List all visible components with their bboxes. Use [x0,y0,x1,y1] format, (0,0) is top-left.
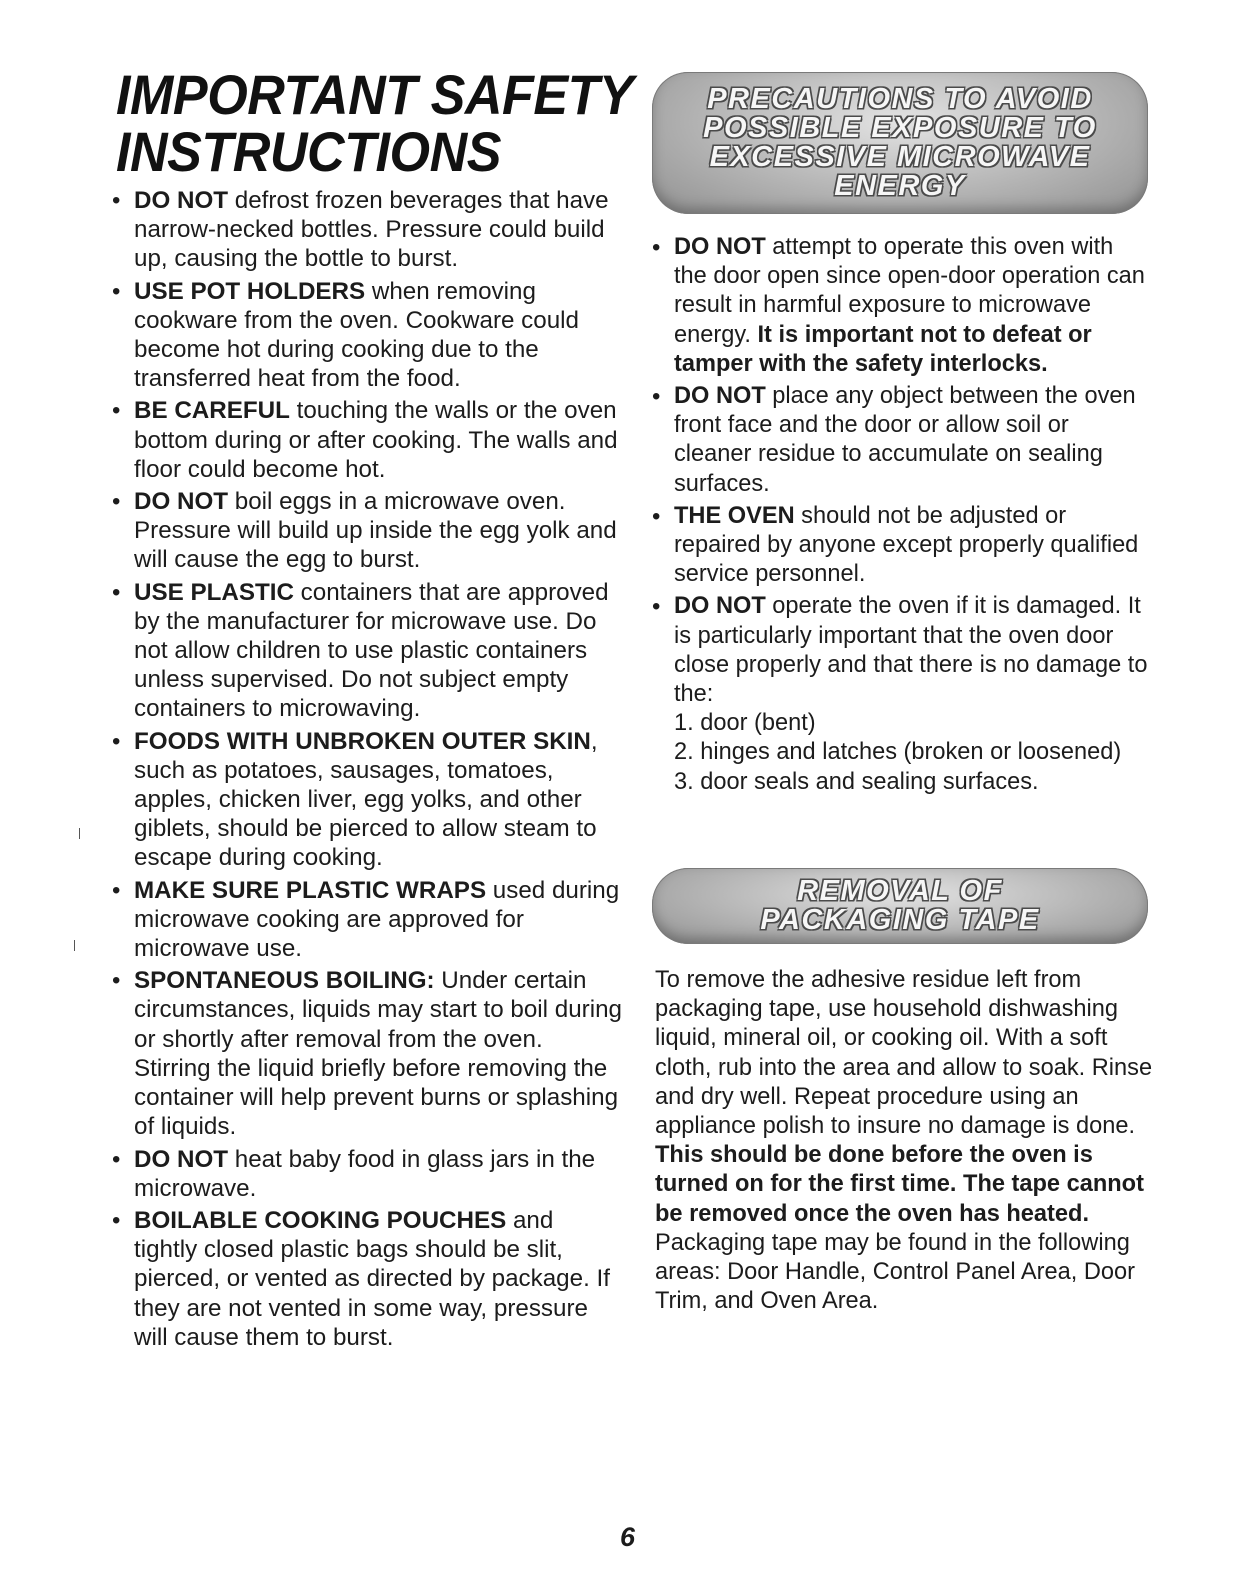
list-item [112,966,622,1141]
tape-removal-paragraph [655,966,1155,1316]
item-lead: SPONTANEOUS BOILING: [134,967,435,995]
list-item [112,727,622,873]
list-item [112,487,622,575]
bullet-icon: • [112,876,121,904]
banner-line: ENERGY [834,170,966,202]
list-item [652,233,1152,379]
list-item [112,578,622,724]
item-text: defrost frozen beverages that have narrow-necked bottles. Pressure could build up, causing the bottle to burst. [134,187,609,273]
bullet-icon: • [112,488,121,516]
item-text: operate the oven if it is damaged. It is particularly important that the oven door close properly and that there is no damage to the: [674,593,1148,708]
item-lead: MAKE SURE PLASTIC WRAPS [134,876,487,904]
bullet-icon: • [112,397,121,425]
packaging-tape-banner [652,868,1148,944]
item-lead: BE CAREFUL [134,397,290,425]
bullet-icon: • [652,502,661,530]
list-item [112,277,622,394]
bullet-icon: • [112,727,121,755]
bullet-icon: • [112,1206,121,1234]
bullet-icon: • [112,277,121,305]
item-lead: BOILABLE COOKING POUCHES [134,1206,507,1234]
bullet-icon: • [652,383,661,411]
item-lead: DO NOT [674,234,766,260]
left-safety-list [112,186,622,1355]
item-warning: It is important not to defeat or tamper with the safety interlocks. [674,321,1092,377]
item-text: should not be adjusted or repaired by anyone except properly qualified service personnel. [674,502,1139,588]
banner-line: PACKAGING TAPE [760,904,1040,936]
list-item [112,876,622,964]
item-lead: DO NOT [134,488,229,516]
item-text: touching the walls or the oven bottom during or after cooking. The walls and floor could become hot. [134,397,618,483]
item-lead: USE PLASTIC [134,578,294,606]
list-item [652,592,1152,796]
bullet-icon: • [112,187,121,214]
item-text: containers that are approved by the manufacturer for microwave use. Do not allow children to use plastic containers unless supervised. Do not subject empty containers to microwaving. [134,578,609,723]
checklist-item: 2. hinges and latches (broken or loosened) [674,739,1122,766]
banner-heading [652,72,1148,201]
banner-line: REMOVAL OF [797,875,1003,907]
list-item [652,502,1152,590]
checklist-item: 3. door seals and sealing surfaces. [674,768,1039,795]
margin-mark [74,940,75,951]
list-item [652,382,1152,499]
damage-checklist [674,709,1152,797]
item-text: used during microwave cooking are approved for microwave use. [134,876,620,963]
page-title-line-2: INSTRUCTIONS [116,120,502,183]
item-text: place any object between the oven front face and the door or allow soil or cleaner residue to accumulate on sealing surfaces. [674,383,1136,497]
item-lead: DO NOT [674,593,766,620]
item-lead: THE OVEN [674,502,795,529]
list-item [112,186,622,274]
bullet-icon: • [652,593,661,621]
paragraph-warning: This should be done before the oven is turned on for the first time. The tape cannot be removed once the oven has heated. [655,1142,1144,1227]
item-text: boil eggs in a microwave oven. Pressure will build up inside the egg yolk and will cause the egg to burst. [134,488,617,574]
item-lead: FOODS WITH UNBROKEN OUTER SKIN [134,727,591,755]
item-lead: DO NOT [134,187,229,214]
page-title [116,63,634,183]
item-text: Under certain circumstances, liquids may start to boil during or shortly after removal from the oven. Stirring the liquid briefly before removing the container will help prevent burns or splashing of liquids. [134,967,622,1141]
item-lead: DO NOT [134,1145,229,1173]
exposure-precautions-banner [652,72,1148,214]
item-text: heat baby food in glass jars in the microwave. [134,1145,596,1202]
banner-line: EXCESSIVE MICROWAVE [709,141,1091,173]
item-text: attempt to operate this oven with the door open since open-door operation can result in harmful exposure to microwave energy. [674,234,1145,348]
list-item [112,1145,622,1203]
bullet-icon: • [112,578,121,606]
item-lead: DO NOT [674,383,766,410]
page-number: 6 [620,1522,636,1552]
item-lead: USE POT HOLDERS [134,277,366,305]
banner-line: PRECAUTIONS TO AVOID [707,83,1093,115]
item-text: and tightly closed plastic bags should be slit, pierced, or vented as directed by package. If they are not vented in some way, pressure will cause them to burst. [134,1206,610,1351]
right-safety-list [652,233,1152,800]
item-text: when removing cookware from the oven. Cookware could become hot during cooking due to the transferred heat from the food. [134,277,580,393]
list-item [112,1206,622,1352]
bullet-icon: • [112,1145,121,1173]
paragraph-text: Packaging tape may be found in the following areas: Door Handle, Control Panel Area, Door Trim, and Oven Area. [655,1229,1135,1315]
list-item [112,396,622,484]
checklist-item: 1. door (bent) [674,710,816,737]
banner-line: POSSIBLE EXPOSURE TO [703,112,1097,144]
banner-heading [652,868,1148,935]
item-text: , such as potatoes, sausages, tomatoes, apples, chicken liver, egg yolks, and other giblets, should be pierced to allow steam to escape during cooking. [134,727,598,872]
margin-mark [79,828,80,839]
bullet-icon: • [652,234,661,261]
page-title-line-1: IMPORTANT SAFETY [116,63,634,126]
paragraph-text: To remove the adhesive residue left from packaging tape, use household dishwashing liquid, mineral oil, or cooking oil. With a soft cloth, rub into the area and allow to soak. Rinse and dry well. Repeat procedure using an appliance polish to insure no damage is done. [655,967,1153,1140]
bullet-icon: • [112,967,121,995]
